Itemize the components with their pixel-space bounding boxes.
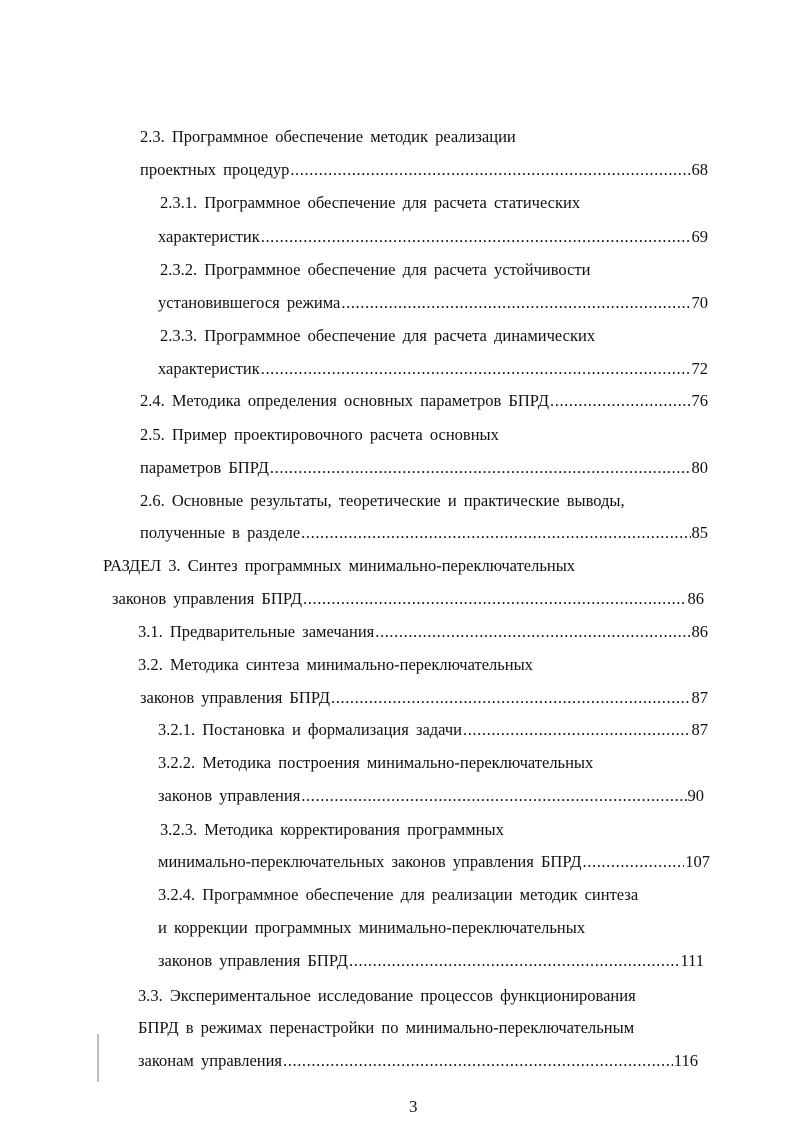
leader-dots [261, 226, 691, 248]
leader-dots [463, 719, 691, 741]
toc-entry-3-2-1: 3.2.1. Постановка и формализация задачи ..... 87 [158, 719, 708, 741]
leader-dots [303, 588, 686, 610]
toc-entry-3-2-2-line2: законов управления ..... 90 [158, 785, 704, 807]
toc-entry-3-2-line1: 3.2. Методика синтеза минимально-переключательных [138, 655, 533, 674]
toc-page-number: 80 [691, 458, 708, 477]
toc-entry-2-3-1-line2: характеристик ..... 69 [158, 226, 708, 248]
toc-entry-3-2-4-line3: законов управления БПРД ..... 111 [158, 950, 704, 972]
toc-entry-3-3-line1: 3.3. Экспериментальное исследование процессов функционирования [138, 986, 636, 1005]
toc-page-number: 90 [687, 786, 704, 805]
toc-page-number: 111 [680, 951, 704, 970]
toc-entry-2-3-1-line1: 2.3.1. Программное обеспечение для расчета статических [160, 193, 581, 212]
toc-page-number: 85 [691, 523, 708, 542]
leader-dots [341, 292, 690, 314]
toc-entry-3-2-line2: законов управления БПРД ..... 87 [140, 687, 708, 709]
toc-entry-3-2-3-line2: минимально-переключательных законов управления БПРД ..... 107 [158, 851, 710, 873]
toc-entry-3-2-3-line1: 3.2.3. Методика корректирования программных [160, 820, 504, 839]
leader-dots [301, 522, 690, 544]
toc-page-number: 86 [687, 589, 704, 608]
toc-entry-3-2-4-line2: и коррекции программных минимально-переключательных [158, 918, 586, 937]
leader-dots [550, 390, 691, 412]
leader-dots [349, 950, 679, 972]
toc-page-number: 87 [691, 720, 708, 739]
toc-entry-3-1: 3.1. Предварительные замечания ..... 86 [138, 621, 708, 643]
toc-entry-2-4: 2.4. Методика определения основных параметров БПРД ..... 76 [140, 390, 708, 412]
toc-entry-2-3-line2: проектных процедур ..... 68 [140, 159, 708, 181]
toc-page-number: 107 [685, 852, 710, 871]
leader-dots [583, 851, 685, 873]
toc-entry-section-3-line1: РАЗДЕЛ 3. Синтез программных минимально-переключательных [103, 556, 576, 575]
toc-page-number: 68 [691, 160, 708, 179]
toc-entry-3-2-4-line1: 3.2.4. Программное обеспечение для реализации методик синтеза [158, 885, 639, 904]
leader-dots [290, 159, 690, 181]
leader-dots [261, 358, 691, 380]
toc-page-number: 69 [691, 227, 708, 246]
toc-entry-2-3-2-line2: установившегося режима ..... 70 [158, 292, 708, 314]
toc-entry-2-3-3-line1: 2.3.3. Программное обеспечение для расчета динамических [160, 326, 596, 345]
toc-entry-3-3-line2: БПРД в режимах перенастройки по минимально-переключательным [138, 1018, 635, 1037]
toc-page-number: 116 [673, 1051, 698, 1070]
toc-page-number: 86 [691, 622, 708, 641]
leader-dots [331, 687, 690, 709]
toc-entry-2-6-line2: полученные в разделе ..... 85 [140, 522, 708, 544]
toc-entry-3-2-2-line1: 3.2.2. Методика построения минимально-переключательных [158, 753, 594, 772]
scan-margin-mark [97, 1034, 99, 1082]
toc-entry-2-3-2-line1: 2.3.2. Программное обеспечение для расчета устойчивости [160, 260, 591, 279]
toc-entry-2-6-line1: 2.6. Основные результаты, теоретические и практические выводы, [140, 491, 625, 510]
toc-entry-3-3-line3: законам управления ..... 116 [138, 1050, 698, 1072]
toc-entry-2-5-line1: 2.5. Пример проектировочного расчета основных [140, 425, 499, 444]
leader-dots [270, 457, 691, 479]
leader-dots [375, 621, 690, 643]
toc-page-number: 70 [691, 293, 708, 312]
leader-dots [283, 1050, 673, 1072]
toc-entry-2-3-3-line2: характеристик ..... 72 [158, 358, 708, 380]
toc-page-number: 87 [691, 688, 708, 707]
toc-entry-2-5-line2: параметров БПРД ..... 80 [140, 457, 708, 479]
toc-page-number: 72 [691, 359, 708, 378]
toc-entry-2-3-line1: 2.3. Программное обеспечение методик реализации [140, 127, 516, 146]
toc-entry-section-3-line2: законов управления БПРД ..... 86 [112, 588, 704, 610]
leader-dots [301, 785, 686, 807]
page-number: 3 [409, 1097, 418, 1116]
toc-page-number: 76 [691, 391, 708, 410]
